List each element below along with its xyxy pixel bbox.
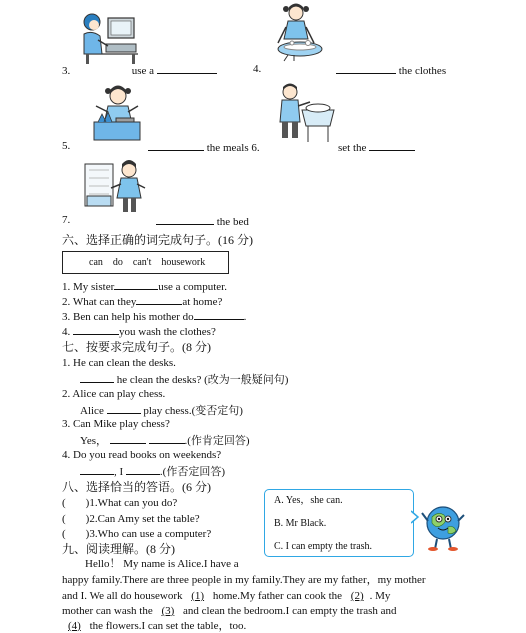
s7-q3-text: Can Mike play chess?	[73, 418, 170, 430]
globe-mascot-icon	[420, 499, 466, 551]
s6-item-1-text-b: use a computer.	[158, 281, 227, 293]
word-housework: housework	[161, 257, 206, 268]
computer-picture	[78, 10, 142, 66]
passage-line-5-text: the flowers.I can set the table，too.	[86, 620, 247, 632]
word-cant: can't	[132, 257, 152, 268]
passage-line-5	[62, 620, 246, 633]
s7-q3	[62, 418, 170, 431]
s6-item-3-text-b: .	[243, 311, 247, 323]
s6-item-2-number: 2.	[62, 296, 71, 308]
s8-item-3	[62, 528, 211, 541]
s7-q4-answer	[80, 464, 225, 479]
section-9-title: 九、阅读理解。(8 分)	[62, 542, 175, 556]
item-5	[62, 140, 70, 153]
s7-q3-answer	[80, 433, 250, 448]
item-4	[253, 63, 261, 76]
wash-clothes-picture	[272, 3, 328, 63]
s6-item-1-blank[interactable]	[114, 279, 158, 290]
s7-q3-blank-1[interactable]	[110, 433, 146, 444]
s7-q1-instruction: he clean the desks? (改为一般疑问句)	[116, 374, 289, 386]
s6-item-2-text-a: What can they	[72, 296, 137, 308]
s7-q2-subject: Alice	[80, 405, 104, 417]
word-box-words	[89, 256, 205, 269]
s8-item-1-paren[interactable]: (	[62, 497, 66, 509]
s6-item-2	[62, 294, 222, 309]
passage-blank-1[interactable]: (1)	[191, 590, 205, 602]
s8-item-2-text: )2.Can Amy set the table?	[85, 513, 200, 525]
option-b: B. Mr Black.	[274, 518, 327, 529]
s6-item-2-text-b: at home?	[182, 296, 223, 308]
s7-q2-instruction: play chess.(变否定句)	[143, 405, 243, 417]
s8-item-2	[62, 513, 200, 526]
item-4-number: 4.	[253, 63, 262, 75]
item-7-number: 7.	[62, 214, 71, 226]
s7-q4	[62, 449, 221, 462]
s7-q4-instruction: .(作否定回答)	[159, 466, 225, 478]
passage-blank-3[interactable]: (3)	[161, 605, 175, 617]
section-8-title: 八、选择恰当的答语。(6 分)	[62, 480, 211, 494]
s6-item-3-number: 3.	[62, 311, 71, 323]
passage-line-3-text-a: and I. We all do housework	[62, 590, 186, 602]
s7-q2	[62, 388, 165, 401]
passage-line-1	[85, 558, 239, 571]
passage-line-3	[62, 590, 390, 603]
s8-item-2-paren[interactable]: (	[62, 513, 66, 525]
word-can: can	[89, 257, 103, 268]
s7-q4-text: Do you read books on weekends?	[73, 449, 222, 461]
passage-line-2-text: happy family.There are three people in my family.They are my father，my mother	[62, 574, 426, 586]
s8-item-1	[62, 497, 177, 510]
cook-picture	[88, 84, 146, 142]
s7-q1-number: 1.	[62, 357, 71, 369]
item-7-text: the bed	[216, 216, 249, 228]
item-7-answer	[156, 214, 249, 229]
item-3-blank[interactable]	[157, 63, 217, 74]
s6-item-3	[62, 309, 246, 324]
item-3	[62, 63, 217, 78]
passage-line-2	[62, 574, 458, 587]
item-4-text: the clothes	[398, 65, 447, 77]
item-4-blank[interactable]	[336, 63, 396, 74]
s6-item-2-blank[interactable]	[136, 294, 182, 305]
bubble-tail	[411, 510, 419, 524]
s7-q3-number: 3.	[62, 418, 71, 430]
s7-q4-number: 4.	[62, 449, 71, 461]
s6-item-1	[62, 279, 227, 294]
option-a: A. Yes，she can.	[274, 495, 343, 506]
s7-q2-number: 2.	[62, 388, 71, 400]
girl-washing-clothes-icon	[272, 3, 328, 63]
s6-item-4-text-b: you wash the clothes?	[119, 326, 216, 338]
girl-making-bed-icon	[83, 158, 153, 214]
boy-setting-table-icon	[274, 82, 336, 144]
s8-item-3-text: )3.Who can use a computer?	[85, 528, 212, 540]
s7-q2-answer	[80, 403, 243, 418]
s7-q1	[62, 357, 176, 370]
item-7	[62, 214, 70, 227]
item-5-number: 5.	[62, 140, 71, 152]
s6-item-1-text-a: My sister	[73, 281, 115, 293]
s6-item-4	[62, 324, 216, 339]
word-do: do	[112, 257, 123, 268]
s7-q3-blank-2[interactable]	[149, 433, 185, 444]
passage-line-4-text-a: mother can wash the	[62, 605, 156, 617]
s6-item-3-text-a: Ben can help his mother do	[73, 311, 194, 323]
s7-q4-blank-1[interactable]	[80, 464, 114, 475]
passage-line-3-text-b: home.My father can cook the	[210, 590, 345, 602]
girl-cooking-icon	[88, 84, 146, 142]
s6-item-3-blank[interactable]	[194, 309, 244, 320]
s7-q4-blank-2[interactable]	[126, 464, 160, 475]
s6-item-1-number: 1.	[62, 281, 71, 293]
passage-blank-2[interactable]: (2)	[350, 590, 364, 602]
s7-q2-blank[interactable]	[107, 403, 141, 414]
s7-q1-blank[interactable]	[80, 372, 114, 383]
options-bubble	[264, 489, 414, 557]
item-3-text: use a	[131, 65, 155, 77]
passage-line-1-text: Hello！ My name is Alice.I have a	[85, 558, 239, 570]
s8-item-3-paren[interactable]: (	[62, 528, 66, 540]
section-7-title: 七、按要求完成句子。(8 分)	[62, 340, 211, 354]
s7-q1-answer	[80, 372, 288, 387]
item-6	[338, 140, 415, 155]
passage-blank-4[interactable]: (4)	[68, 620, 81, 632]
passage-line-3-text-c: . My	[369, 590, 391, 602]
s7-q3-yes: Yes，	[80, 435, 108, 447]
item-6-blank[interactable]	[369, 140, 415, 151]
person-at-computer-icon	[78, 10, 142, 66]
item-3-number: 3.	[62, 65, 71, 77]
s7-q2-text: Alice can play chess.	[72, 388, 166, 400]
item-7-blank[interactable]	[156, 214, 214, 225]
passage-line-4-text-b: and clean the bedroom.I can empty the trash and	[180, 605, 397, 617]
globe-mascot	[420, 499, 466, 551]
word-box	[62, 251, 229, 274]
passage-line-4	[62, 605, 397, 618]
s7-q3-instruction: .(作肯定回答)	[184, 435, 250, 447]
item-5-blank[interactable]	[148, 140, 204, 151]
item-4-answer	[336, 63, 446, 78]
s6-item-4-number: 4.	[62, 326, 71, 338]
item-5-answer	[148, 140, 260, 155]
s7-q4-text-i: , I	[114, 466, 124, 478]
item-6-text: set the	[338, 142, 367, 154]
option-c: C. I can empty the trash.	[274, 541, 373, 552]
set-table-picture	[274, 82, 336, 144]
s6-item-4-blank[interactable]	[73, 324, 119, 335]
item-5-text: the meals 6.	[206, 142, 260, 154]
section-6-title: 六、选择正确的词完成句子。(16 分)	[62, 233, 253, 247]
s7-q1-text: He can clean the desks.	[73, 357, 176, 369]
make-bed-picture	[83, 158, 153, 214]
s8-item-1-text: )1.What can you do?	[85, 497, 178, 509]
